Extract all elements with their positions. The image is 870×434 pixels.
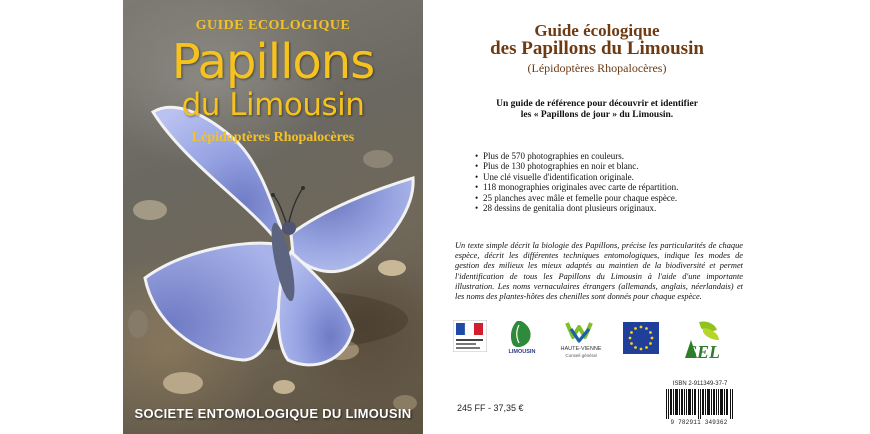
isbn-barcode bbox=[660, 381, 738, 427]
feature-item: • 118 monographies originales avec carte de répartition. bbox=[475, 182, 735, 192]
front-tagline: Lépidoptères Rhopalocères bbox=[191, 130, 355, 145]
logo-sel-label: SEL bbox=[687, 342, 721, 360]
barcode-digits: 9 782911 349362 bbox=[670, 419, 728, 426]
front-title: Papillons bbox=[171, 34, 375, 90]
back-title-line2: des Papillons du Limousin bbox=[490, 38, 704, 59]
french-ministry-logo bbox=[453, 320, 487, 352]
logo-limousin-label: LIMOUSIN bbox=[508, 349, 536, 355]
intro-line2: les « Papillons de jour » du Limousin. bbox=[520, 110, 674, 120]
sel-logo bbox=[681, 318, 723, 360]
logo-haute-vienne-label: HAUTE-VIENNE bbox=[560, 346, 602, 352]
feature-list bbox=[475, 151, 735, 213]
description: Un texte simple décrit la biologie des Papillons, précise les particularités de chaque espèce, décrit les différentes techniques entomologiques, indique les modes de gestion des milieux les mieux adaptés au maintien de la biodiversité et permet l'identification de tous les Papillons du Limousin à l'aide d'une importante illustration. Les noms vernaculaires étrangers (allemands, anglais, néerlandais) et les noms des plantes-hôtes des chenilles sont donnés pour chaque espèce. bbox=[455, 241, 743, 302]
back-title-line3: (Lépidoptères Rhopalocères) bbox=[527, 61, 667, 75]
limousin-region-logo bbox=[507, 319, 537, 359]
feature-item: • 25 planches avec mâle et femelle pour chaque espèce. bbox=[475, 193, 735, 203]
back-cover bbox=[447, 0, 747, 434]
logo-haute-vienne-sublabel: Conseil général bbox=[565, 353, 597, 358]
publisher-name: SOCIETE ENTOMOLOGIQUE DU LIMOUSIN bbox=[134, 406, 412, 421]
feature-item: • Plus de 130 photographies en noir et blanc. bbox=[475, 161, 735, 171]
feature-item: • Une clé visuelle d'identification originale. bbox=[475, 172, 735, 182]
feature-item: • Plus de 570 photographies en couleurs. bbox=[475, 151, 735, 161]
barcode-icon bbox=[666, 389, 736, 419]
front-subtitle: du Limousin bbox=[181, 87, 365, 123]
intro-line1: Un guide de référence pour découvrir et identifier bbox=[496, 99, 698, 109]
feature-item: • 28 dessins de genitalia dont plusieurs originaux. bbox=[475, 203, 735, 213]
european-union-flag bbox=[623, 322, 659, 354]
front-cover bbox=[123, 0, 423, 434]
haute-vienne-logo bbox=[559, 319, 603, 361]
front-kicker: GUIDE ECOLOGIQUE bbox=[195, 18, 351, 33]
price: 245 FF - 37,35 € bbox=[457, 403, 524, 413]
back-title-line1: Guide écologique bbox=[534, 21, 660, 40]
back-intro bbox=[447, 99, 747, 121]
isbn-number: ISBN 2-911349-37-7 bbox=[672, 381, 728, 387]
